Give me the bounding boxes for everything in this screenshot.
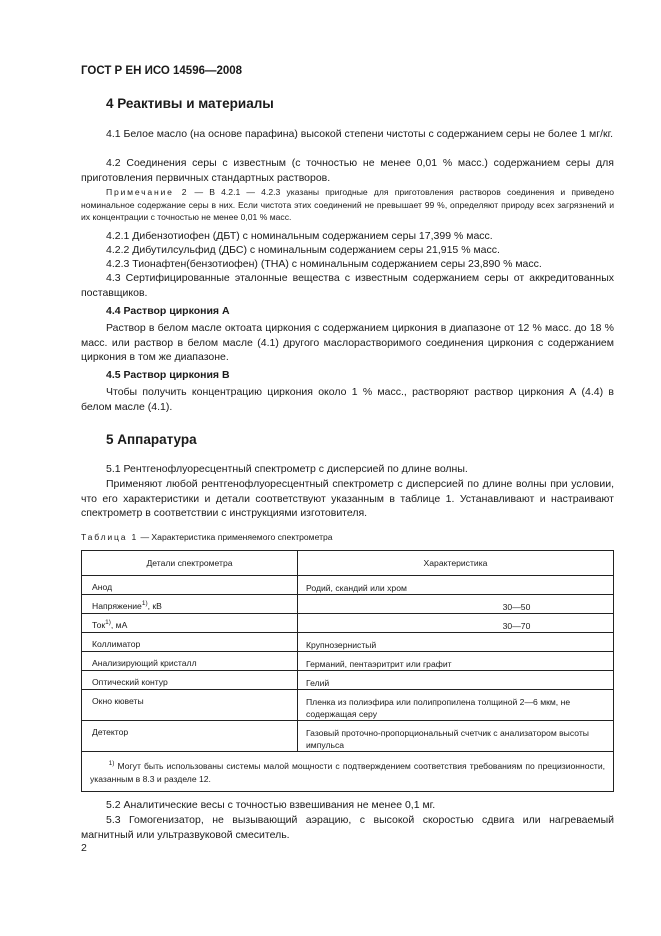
table-row: [82, 614, 614, 633]
table-cell-value: Гелий: [298, 671, 614, 690]
note-text: — В 4.2.1 — 4.2.3 указаны пригодные для приготовления растворов соединения и приведено номинальное содержание серы в них. Если чистота этих соединений не превышает 99 %, определяют природу всех загрязнений и их концентрации с точностью не менее 0,01 % масс.: [81, 187, 614, 222]
note-label: Примечание 2: [106, 187, 189, 197]
heading-4-5: 4.5 Раствор циркония В: [106, 369, 230, 381]
table-cell-value: 30—70: [298, 614, 614, 633]
table-cell-value: Германий, пентаэритрит или графит: [298, 652, 614, 671]
table-caption: [81, 532, 333, 542]
table-caption-text: — Характеристика применяемого спектрометра: [138, 532, 333, 542]
heading-4-4: 4.4 Раствор циркония А: [106, 305, 230, 317]
para-4-2-1: 4.2.1 Дибензотиофен (ДБТ) с номинальным содержанием серы 17,399 % масс.: [106, 230, 493, 242]
note-2: [81, 186, 614, 224]
table-cell-value: Родий, скандий или хром: [298, 576, 614, 595]
table-header-row: [82, 551, 614, 576]
para-4-4: Раствор в белом масле октоата циркония с содержанием циркония в диапазоне от 12 % масс. до 18 % масс. или раствор в белом масле (4.1) другого маслорастворимого соединения циркония с содержанием циркония в том же диапазоне.: [81, 322, 614, 363]
table-cell-part: Анализирующий кристалл: [82, 652, 298, 671]
document-header: ГОСТ Р ЕН ИСО 14596—2008: [81, 65, 243, 77]
table-footnote-row: [82, 752, 614, 792]
para-4-2: 4.2 Соединения серы с известным (с точностью не менее 0,01 % масс.) содержанием серы для приготовления первичных стандартных растворов.: [81, 157, 614, 184]
para-4-2-3: 4.2.3 Тионафтен(бензотиофен) (ТНА) с номинальным содержанием серы 23,890 % масс.: [106, 258, 542, 270]
table-row: [82, 633, 614, 652]
footnote-ref: 1): [105, 619, 111, 626]
table-row: [82, 652, 614, 671]
table-caption-label: Таблица 1: [81, 532, 139, 542]
part-name: Ток: [92, 620, 106, 630]
part-unit: , кВ: [147, 601, 162, 611]
table-row: [82, 595, 614, 614]
table-cell-value: Газовый проточно-пропорциональный счетчик с анализатором высоты импульса: [298, 721, 614, 752]
table-cell-part: Коллиматор: [82, 633, 298, 652]
table-header-cell: Детали спектрометра: [82, 551, 298, 576]
footnote-text: Могут быть использованы системы малой мощности с подтверждением соответствия требованиям по прецизионности, указанным в 8.3 и разделе 12.: [90, 761, 606, 784]
table-header-cell: Характеристика: [298, 551, 614, 576]
para-5-3: 5.3 Гомогенизатор, не вызывающий аэрацию, с высокой скоростью сдвига или нагреваемый магнитный или ультразвуковой смеситель.: [81, 814, 614, 841]
table-footnote: [82, 752, 614, 792]
para-4-3: 4.3 Сертифицированные эталонные вещества с известным содержанием серы от аккредитованных поставщиков.: [81, 272, 614, 299]
table-row: [82, 576, 614, 595]
table-cell-part: Детектор: [82, 721, 298, 752]
table-cell-part: Анод: [82, 576, 298, 595]
para-4-1: 4.1 Белое масло (на основе парафина) высокой степени чистоты с содержанием серы не более 1 мг/кг.: [106, 128, 614, 140]
part-unit: , мА: [110, 620, 128, 630]
table-row: [82, 671, 614, 690]
para-4-2-2: 4.2.2 Дибутилсульфид (ДБС) с номинальным содержанием серы 21,915 % масс.: [106, 244, 500, 256]
table-cell-part: Окно кюветы: [82, 690, 298, 721]
table-cell-value: Крупнозернистый: [298, 633, 614, 652]
table-cell-part: [82, 595, 298, 614]
para-5-1: 5.1 Рентгенофлуоресцентный спектрометр с дисперсией по длине волны.: [106, 463, 468, 475]
footnote-ref: 1): [141, 600, 148, 607]
spectrometer-table: [81, 550, 614, 792]
table-row: [82, 721, 614, 752]
table-cell-value: Пленка из полиэфира или полипропилена толщиной 2—6 мкм, не содержащая серу: [298, 690, 614, 721]
table-cell-part: [82, 614, 298, 633]
para-4-5: Чтобы получить концентрацию циркония около 1 % масс., растворяют раствор циркония А (4.4) в белом масле (4.1).: [81, 386, 614, 413]
page-number: 2: [81, 842, 87, 854]
para-5-1-details: Применяют любой рентгенофлуоресцентный спектрометр с дисперсией по длине волны при условии, что его характеристики и детали соответствуют указанным в таблице 1. Устанавливают и настраивают спектрометр в соответствии с инструкциями изготовителя.: [81, 478, 614, 519]
table-cell-part: Оптический контур: [82, 671, 298, 690]
table-row: [82, 690, 614, 721]
para-5-2: 5.2 Аналитические весы с точностью взвешивания не менее 0,1 мг.: [106, 799, 436, 811]
footnote-mark: 1): [108, 760, 115, 767]
table-cell-value: 30—50: [298, 595, 614, 614]
section-5-title: 5 Аппаратура: [106, 432, 197, 447]
section-4-title: 4 Реактивы и материалы: [106, 96, 274, 111]
part-name: Напряжение: [92, 601, 142, 611]
